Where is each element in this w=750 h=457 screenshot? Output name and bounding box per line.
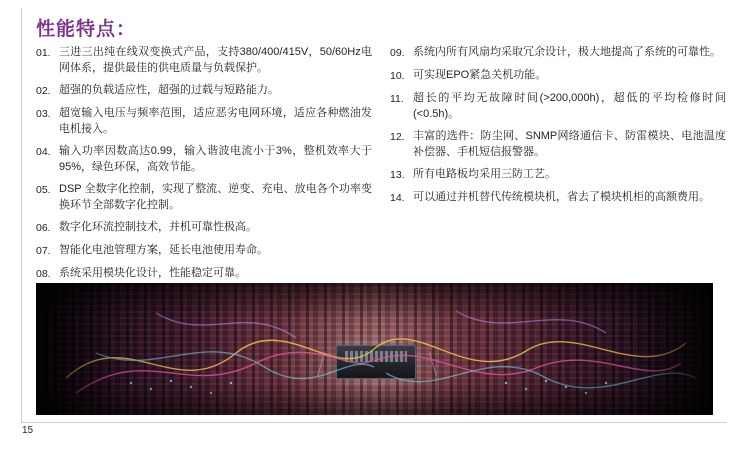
feature-number: 07. xyxy=(36,245,51,257)
feature-text: 系统采用模块化设计，性能稳定可靠。 xyxy=(59,267,246,279)
feature-text: 超宽输入电压与频率范围，适应恶劣电网环境，适应各种燃油发电机接入。 xyxy=(59,107,372,135)
feature-item xyxy=(390,67,726,84)
feature-number: 02. xyxy=(36,85,51,97)
feature-item xyxy=(36,82,372,99)
feature-number: 09. xyxy=(390,47,405,59)
feature-number: 04. xyxy=(36,146,51,158)
feature-text: 智能化电池管理方案，延长电池使用寿命。 xyxy=(59,244,268,256)
feature-text: 三进三出纯在线双变换式产品，支持380/400/415V，50/60Hz电网体系，提供最佳的供电质量与负载保护。 xyxy=(59,46,372,74)
feature-number: 06. xyxy=(36,222,51,234)
feature-text: 可实现EPO紧急关机功能。 xyxy=(413,69,547,81)
feature-number: 10. xyxy=(390,70,405,82)
feature-text: 输入功率因数高达0.99，输入谐波电流小于3%，整机效率大于95%，绿色环保，高效节能。 xyxy=(59,145,372,173)
feature-number: 03. xyxy=(36,108,51,120)
bottom-horizontal-rule xyxy=(21,422,727,423)
feature-item xyxy=(36,105,372,137)
feature-number: 01. xyxy=(36,47,51,59)
feature-item xyxy=(390,128,726,160)
page-title: 性能特点： xyxy=(36,19,137,40)
feature-number: 13. xyxy=(390,169,405,181)
feature-text: 丰富的选件：防尘网、SNMP网络通信卡、防雷模块、电池温度补偿器、手机短信报警器。 xyxy=(413,130,726,158)
left-vertical-rule xyxy=(21,8,22,423)
feature-item xyxy=(390,189,726,206)
feature-item xyxy=(390,166,726,183)
feature-item xyxy=(36,265,372,282)
features-columns xyxy=(36,44,726,288)
feature-text: 数字化环流控制技术，并机可靠性极高。 xyxy=(59,221,257,233)
feature-number: 08. xyxy=(36,268,51,280)
feature-text: 可以通过并机替代传统模块机，省去了模块机柜的高额费用。 xyxy=(413,191,710,203)
feature-number: 11. xyxy=(390,93,404,105)
feature-item xyxy=(390,90,726,122)
features-left-column xyxy=(36,44,372,288)
feature-item xyxy=(36,242,372,259)
feature-item xyxy=(36,219,372,236)
feature-item xyxy=(390,44,726,61)
feature-item xyxy=(36,44,372,76)
page-number: 15 xyxy=(22,425,34,436)
features-right-column xyxy=(390,44,726,288)
photo-vignette xyxy=(36,283,713,415)
feature-item xyxy=(36,181,372,213)
feature-number: 05. xyxy=(36,184,51,196)
feature-text: 系统内所有风扇均采取冗余设计，极大地提高了系统的可靠性。 xyxy=(413,46,721,58)
feature-item xyxy=(36,143,372,175)
feature-number: 14. xyxy=(390,192,405,204)
feature-text: 所有电路板均采用三防工艺。 xyxy=(413,168,556,180)
data-center-photo xyxy=(36,283,713,415)
feature-number: 12. xyxy=(390,131,405,143)
feature-text: 超长的平均无故障时间(>200,000h)，超低的平均检修时间(<0.5h)。 xyxy=(413,92,726,120)
feature-text: DSP 全数字化控制，实现了整流、逆变、充电、放电各个功率变换环节全部数字化控制。 xyxy=(59,183,372,211)
feature-text: 超强的负载适应性，超强的过载与短路能力。 xyxy=(59,84,279,96)
